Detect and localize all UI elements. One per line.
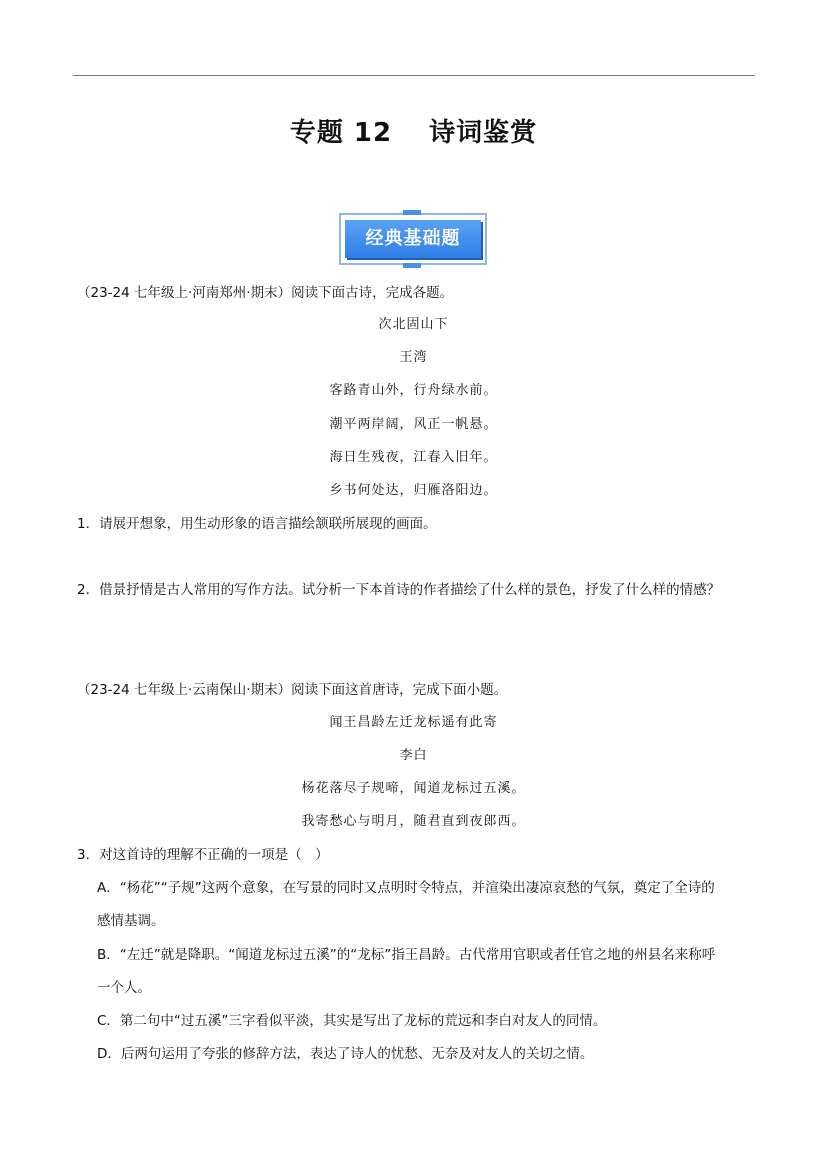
option-c: C．第二句中“过五溪”三字看似平淡，其实是写出了龙标的荒远和李白对友人的同情。 xyxy=(97,1013,607,1029)
poem1-line: 客路青山外，行舟绿水前。 xyxy=(329,383,498,398)
section-badge xyxy=(339,213,489,269)
badge-label: 经典基础题 xyxy=(345,220,481,258)
poem2-author: 李白 xyxy=(399,748,428,763)
poem2-line: 我寄愁心与明月，随君直到夜郎西。 xyxy=(301,814,526,829)
question-3: 3．对这首诗的理解不正确的一项是（ ） xyxy=(77,847,329,863)
option-b-cont: 一个人。 xyxy=(97,980,151,996)
option-d: D．后两句运用了夸张的修辞方法，表达了诗人的忧愁、无奈及对友人的关切之情。 xyxy=(97,1046,594,1062)
poem1-title: 次北固山下 xyxy=(378,317,449,332)
header-rule xyxy=(73,75,755,76)
option-a: A．“杨花”“子规”这两个意象，在写景的同时又点明时令特点，并渲染出凄凉哀愁的气氛，奠定了全诗的 xyxy=(97,880,715,896)
page-title: 专题 12 诗词鉴赏 xyxy=(289,118,538,148)
question-1: 1．请展开想象，用生动形象的语言描绘颔联所展现的画面。 xyxy=(77,516,437,532)
option-a-cont: 感情基调。 xyxy=(97,913,165,929)
section2-intro: （23-24 七年级上·云南保山·期末）阅读下面这首唐诗，完成下面小题。 xyxy=(77,682,508,698)
badge-notch-top xyxy=(403,210,421,215)
poem2-title: 闻王昌龄左迁龙标遥有此寄 xyxy=(329,715,498,730)
poem1-line: 海日生残夜，江春入旧年。 xyxy=(329,450,498,465)
option-b: B．“左迁”就是降职。“闻道龙标过五溪”的“龙标”指王昌龄。古代常用官职或者任官之地的州县名来称呼 xyxy=(97,947,716,963)
question-2: 2．借景抒情是古人常用的写作方法。试分析一下本首诗的作者描绘了什么样的景色，抒发了什么样的情感？ xyxy=(77,582,721,598)
poem1-author: 王湾 xyxy=(399,350,428,365)
section1-intro: （23-24 七年级上·河南郑州·期末）阅读下面古诗，完成各题。 xyxy=(77,285,454,301)
poem2-line: 杨花落尽子规啼，闻道龙标过五溪。 xyxy=(301,781,526,796)
poem1-line: 乡书何处达，归雁洛阳边。 xyxy=(329,483,498,498)
poem1-line: 潮平两岸阔，风正一帆悬。 xyxy=(329,417,498,432)
badge-notch-bottom xyxy=(403,263,421,268)
